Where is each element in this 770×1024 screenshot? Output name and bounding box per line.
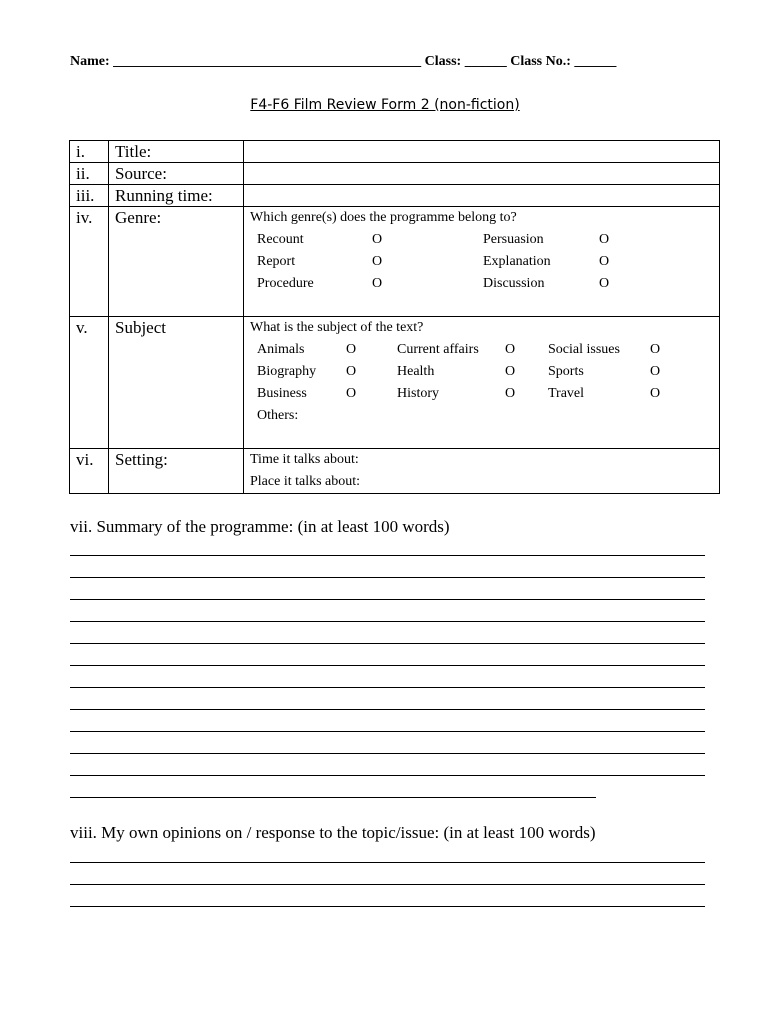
- row-running-time: [70, 185, 720, 207]
- genre-checkbox-discussion[interactable]: O: [599, 276, 610, 291]
- setting-label: Setting:: [109, 449, 244, 494]
- genre-option-explanation: Explanation: [483, 254, 551, 269]
- writing-line[interactable]: [70, 797, 596, 798]
- genre-checkbox-report[interactable]: O: [372, 254, 383, 269]
- genre-label: Genre:: [109, 207, 244, 317]
- subject-option-history: History: [397, 386, 439, 401]
- genre-checkbox-persuasion[interactable]: O: [599, 232, 610, 247]
- genre-options-cell: [244, 207, 720, 317]
- setting-place-prompt[interactable]: Place it talks about:: [250, 474, 361, 489]
- opinion-heading: viii. My own opinions on / response to the topic/issue: (in at least 100 words): [70, 823, 596, 842]
- source-answer-field[interactable]: [244, 163, 720, 185]
- genre-question: Which genre(s) does the programme belong to?: [250, 210, 517, 225]
- writing-line[interactable]: [70, 731, 705, 732]
- writing-line[interactable]: [70, 665, 705, 666]
- subject-checkbox-travel[interactable]: O: [650, 386, 661, 401]
- row-title: [70, 141, 720, 163]
- setting-time-prompt[interactable]: Time it talks about:: [250, 452, 359, 467]
- subject-option-health: Health: [397, 364, 435, 379]
- writing-line[interactable]: [70, 687, 705, 688]
- row-subject: [70, 317, 720, 449]
- subject-option-others: Others:: [257, 408, 299, 423]
- opinion-writing-lines[interactable]: [70, 862, 705, 912]
- subject-checkbox-business[interactable]: O: [346, 386, 357, 401]
- title-label: Title:: [109, 141, 244, 163]
- subject-question: What is the subject of the text?: [250, 320, 424, 335]
- genre-option-discussion: Discussion: [483, 276, 545, 291]
- genre-option-procedure: Procedure: [257, 276, 314, 291]
- subject-checkbox-current-affairs[interactable]: O: [505, 342, 516, 357]
- row-number: ii.: [70, 163, 109, 185]
- row-number: iv.: [70, 207, 109, 317]
- subject-option-social-issues: Social issues: [548, 342, 620, 357]
- row-number: vi.: [70, 449, 109, 494]
- writing-line[interactable]: [70, 884, 705, 885]
- subject-checkbox-social-issues[interactable]: O: [650, 342, 661, 357]
- subject-checkbox-biography[interactable]: O: [346, 364, 357, 379]
- subject-options-cell: [244, 317, 720, 449]
- subject-checkbox-history[interactable]: O: [505, 386, 516, 401]
- genre-checkbox-procedure[interactable]: O: [372, 276, 383, 291]
- student-info-header: Name: ____________________________________________ Class: ______ Class No.: ______: [70, 54, 617, 69]
- setting-cell: [244, 449, 720, 494]
- running-time-label: Running time:: [109, 185, 244, 207]
- writing-line[interactable]: [70, 862, 705, 863]
- genre-option-persuasion: Persuasion: [483, 232, 544, 247]
- writing-line[interactable]: [70, 555, 705, 556]
- summary-heading: vii. Summary of the programme: (in at least 100 words): [70, 517, 450, 536]
- subject-option-biography: Biography: [257, 364, 317, 379]
- source-label: Source:: [109, 163, 244, 185]
- row-genre: [70, 207, 720, 317]
- running-time-answer-field[interactable]: [244, 185, 720, 207]
- row-number: i.: [70, 141, 109, 163]
- writing-line[interactable]: [70, 599, 705, 600]
- subject-option-travel: Travel: [548, 386, 585, 401]
- genre-option-recount: Recount: [257, 232, 304, 247]
- title-answer-field[interactable]: [244, 141, 720, 163]
- review-table: [69, 140, 720, 494]
- row-source: [70, 163, 720, 185]
- subject-checkbox-animals[interactable]: O: [346, 342, 357, 357]
- genre-option-report: Report: [257, 254, 296, 269]
- writing-line[interactable]: [70, 709, 705, 710]
- subject-option-animals: Animals: [257, 342, 305, 357]
- writing-line[interactable]: [70, 753, 705, 754]
- subject-option-sports: Sports: [548, 364, 584, 379]
- subject-option-business: Business: [257, 386, 307, 401]
- summary-writing-lines[interactable]: [70, 555, 705, 800]
- writing-line[interactable]: [70, 906, 705, 907]
- row-number: iii.: [70, 185, 109, 207]
- row-setting: [70, 449, 720, 494]
- row-number: v.: [70, 317, 109, 449]
- writing-line[interactable]: [70, 775, 705, 776]
- writing-line[interactable]: [70, 577, 705, 578]
- subject-label: Subject: [109, 317, 244, 449]
- subject-checkbox-sports[interactable]: O: [650, 364, 661, 379]
- subject-option-current-affairs: Current affairs: [397, 342, 479, 357]
- genre-checkbox-explanation[interactable]: O: [599, 254, 610, 269]
- genre-checkbox-recount[interactable]: O: [372, 232, 383, 247]
- writing-line[interactable]: [70, 621, 705, 622]
- writing-line[interactable]: [70, 643, 705, 644]
- form-title: F4-F6 Film Review Form 2 (non-fiction): [250, 97, 520, 113]
- subject-checkbox-health[interactable]: O: [505, 364, 516, 379]
